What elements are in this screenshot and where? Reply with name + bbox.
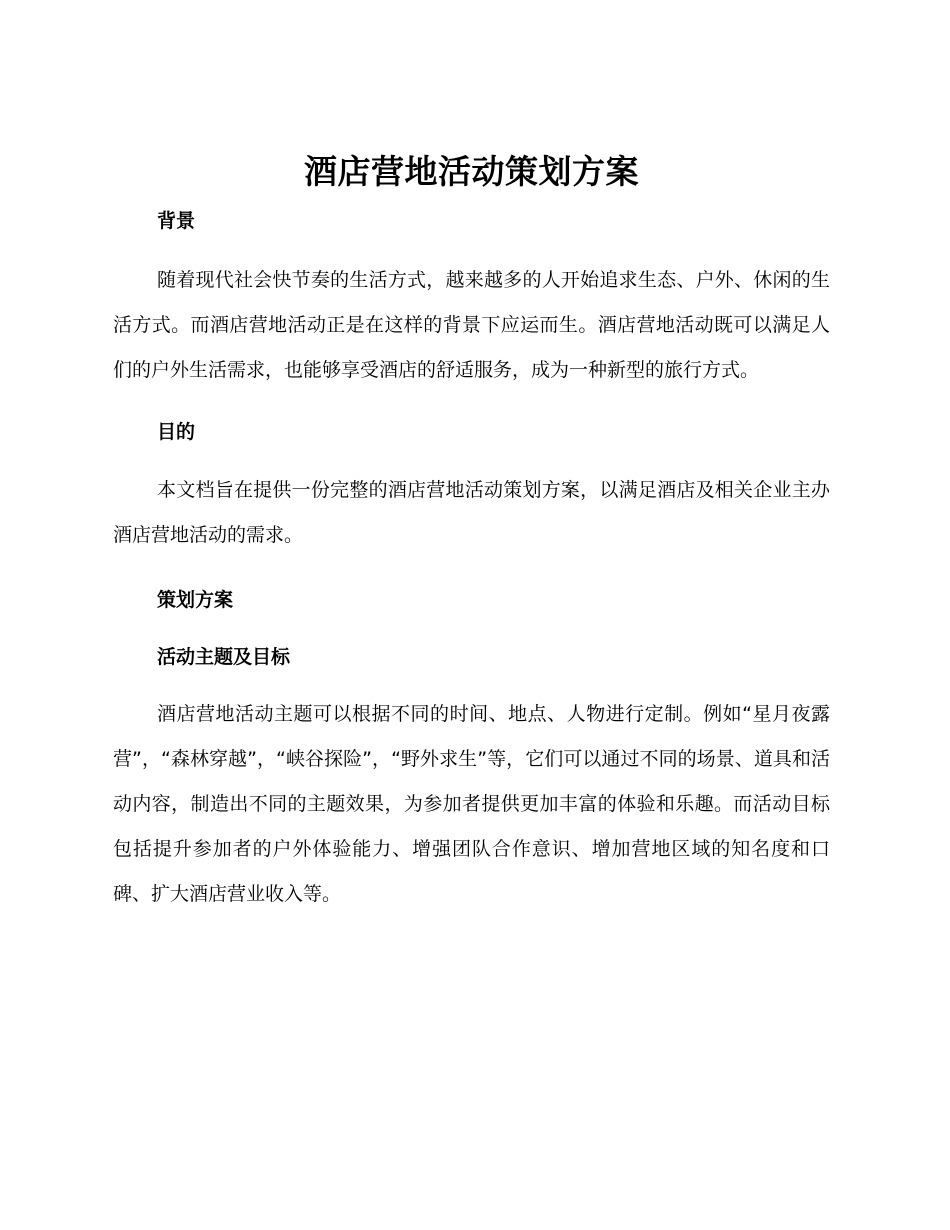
section-purpose	[113, 417, 830, 558]
section-heading-theme: 活动主题及目标	[157, 646, 291, 668]
paragraph-background: 随着现代社会快节奏的生活方式，越来越多的人开始追求生态、户外、休闲的生活方式。而酒店营地活动正是在这样的背景下应运而生。酒店营地活动既可以满足人们的户外生活需求，也能够享受酒店的舒适服务，成为一种新型的旅行方式。	[113, 269, 830, 381]
section-heading-plan: 策划方案	[157, 589, 234, 611]
section-plan	[113, 585, 830, 615]
section-heading-background: 背景	[157, 210, 196, 232]
section-heading-purpose: 目的	[157, 421, 196, 443]
paragraph-theme: 酒店营地活动主题可以根据不同的时间、地点、人物进行定制。例如“星月夜露营”，“森林穿越”，“峡谷探险”，“野外求生”等，它们可以通过不同的场景、道具和活动内容，制造出不同的主题效果，为参加者提供更加丰富的体验和乐趣。而活动目标包括提升参加者的户外体验能力、增强团队合作意识、增加营地区域的知名度和口碑、扩大酒店营业收入等。	[113, 703, 830, 905]
section-background	[113, 206, 830, 393]
document-title: 酒店营地活动策划方案	[304, 152, 639, 191]
section-theme	[113, 642, 830, 917]
paragraph-purpose: 本文档旨在提供一份完整的酒店营地活动策划方案，以满足酒店及相关企业主办酒店营地活动的需求。	[113, 479, 830, 546]
